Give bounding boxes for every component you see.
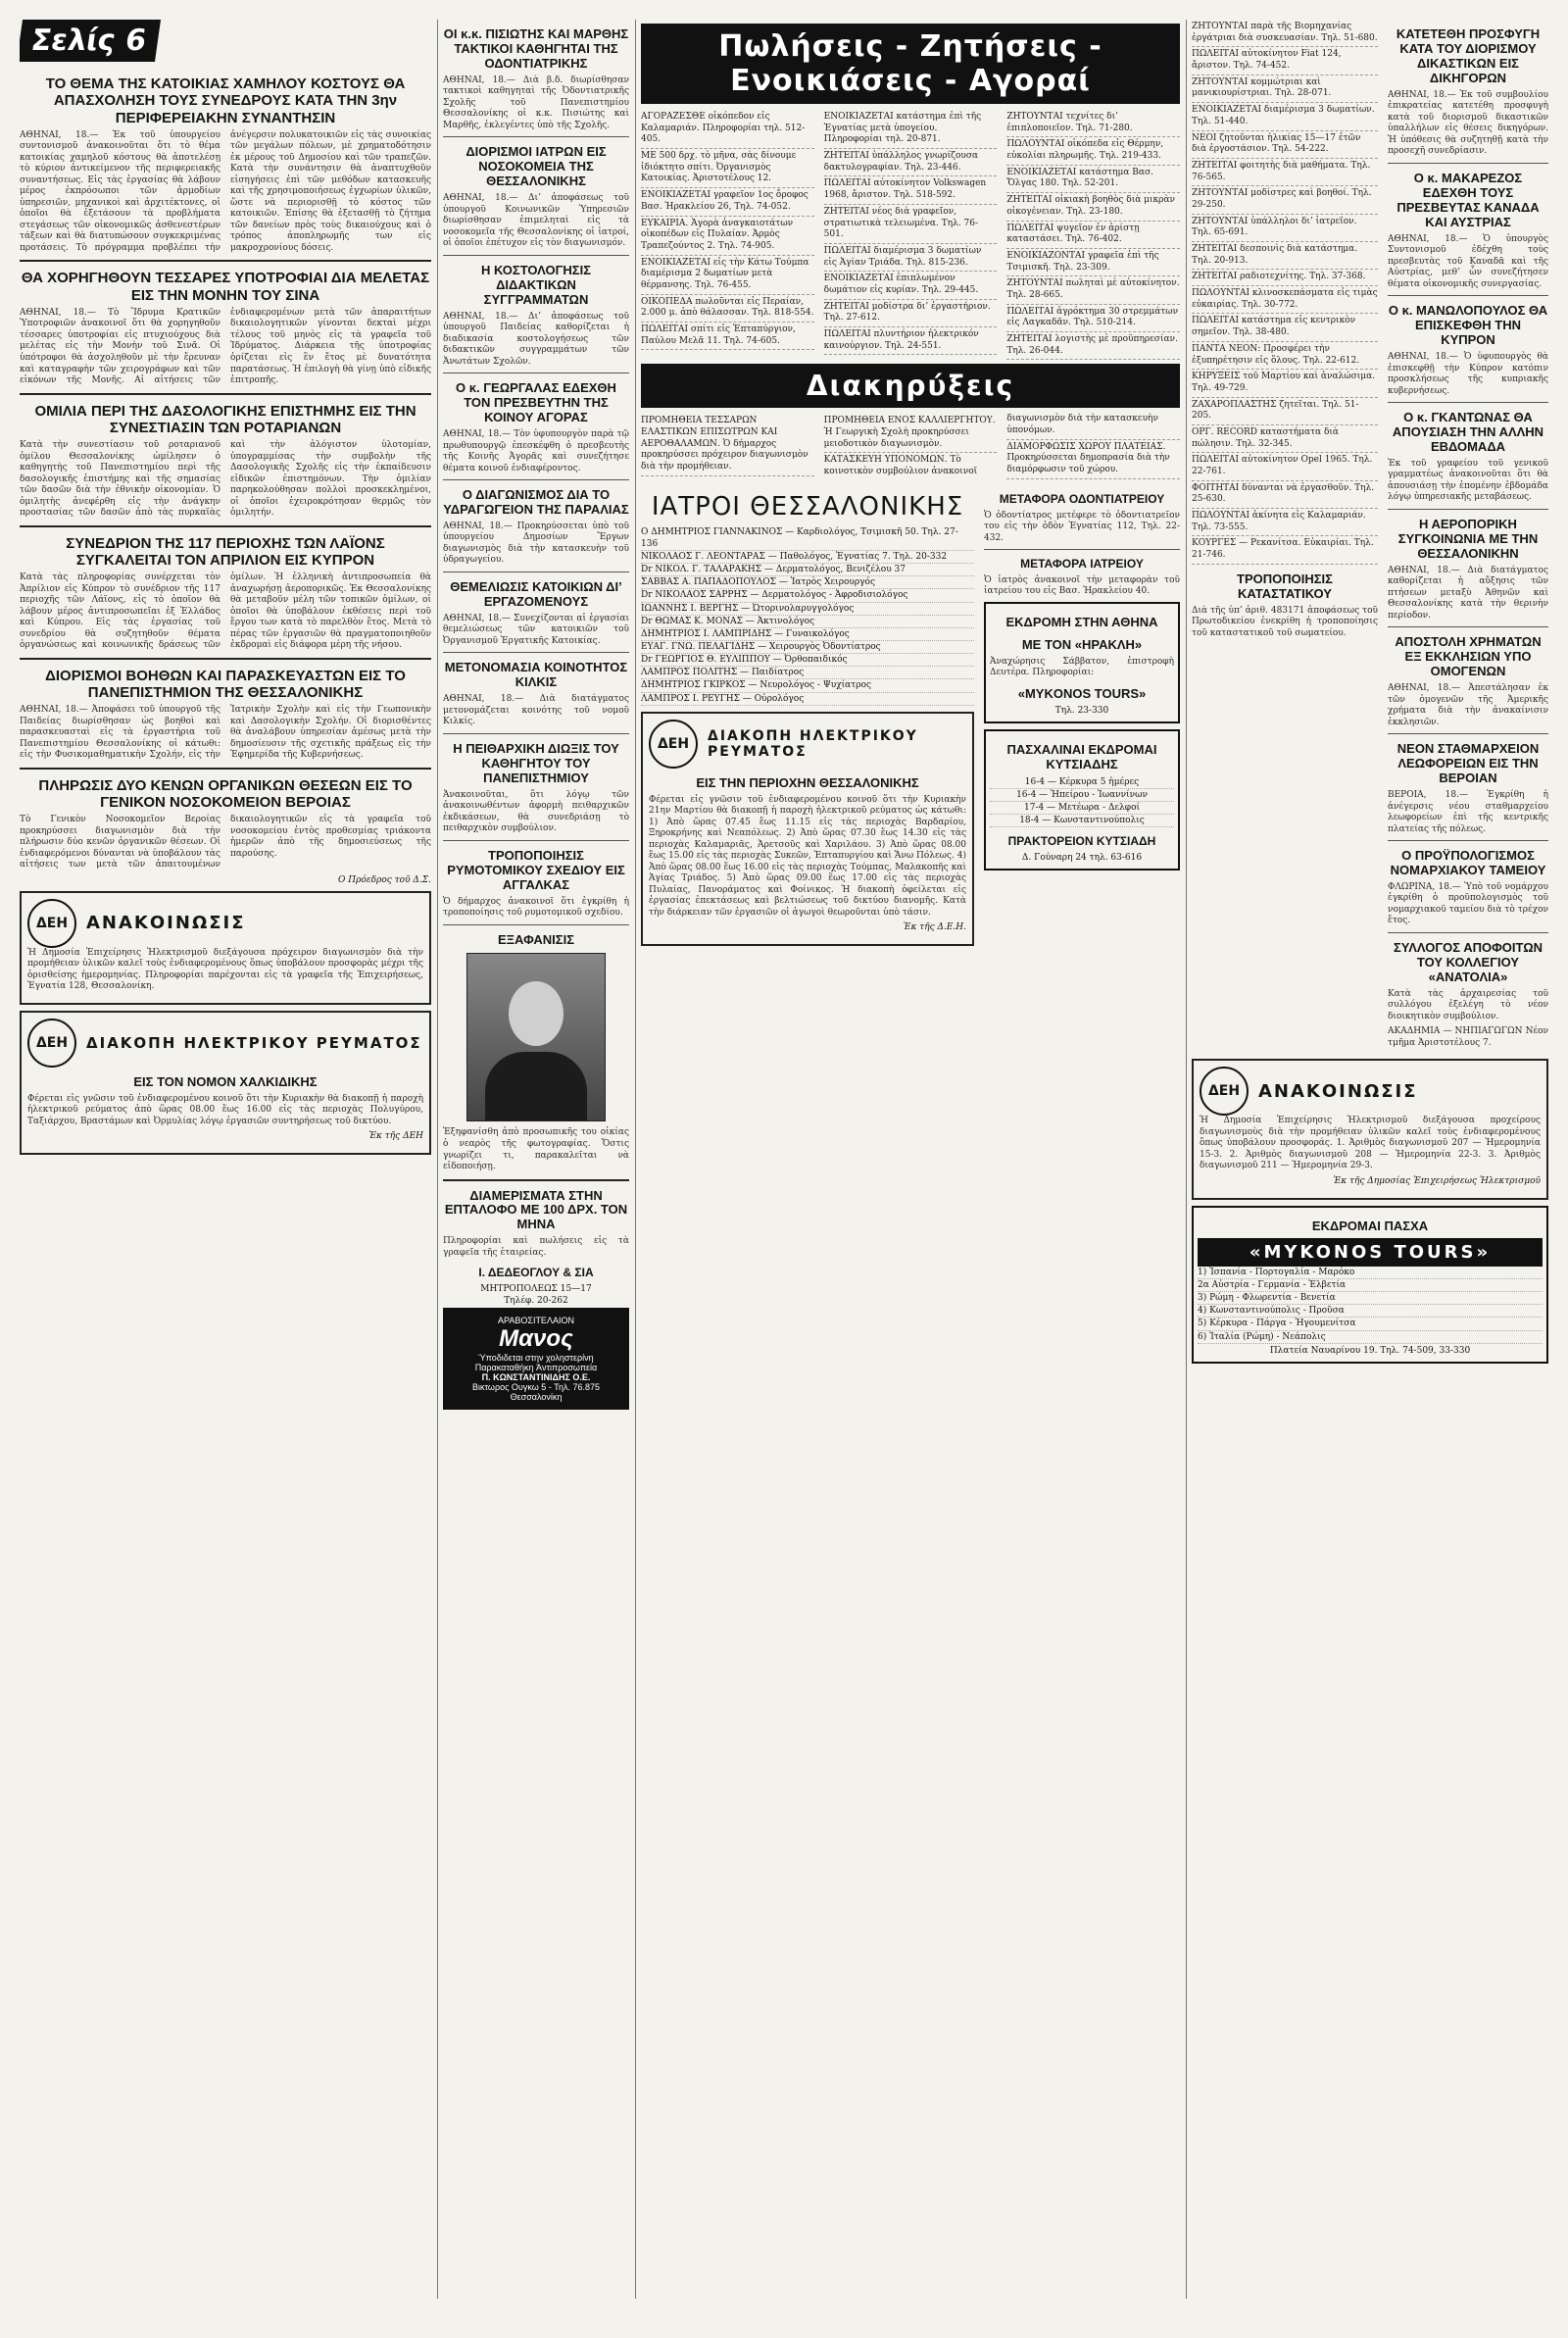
article-title: Ο κ. ΜΑΝΩΛΟΠΟΥΛΟΣ ΘΑ ΕΠΙΣΚΕΦΘΗ ΤΗΝ ΚΥΠΡΟΝ bbox=[1388, 303, 1548, 348]
article-title: ΘΕΜΕΛΙΩΣΙΣ ΚΑΤΟΙΚΙΩΝ ΔΙ’ ΕΡΓΑΖΟΜΕΝΟΥΣ bbox=[450, 578, 622, 609]
tour-item: 17-4 — Μετέωρα - Δελφοί bbox=[990, 802, 1174, 815]
athens-tour-ad bbox=[984, 602, 1180, 723]
apartments-firm: Ι. ΔΕΔΕΟΓΛΟΥ & ΣΙΑ bbox=[478, 1266, 594, 1280]
article-title: Ο κ. ΓΚΑΝΤΩΝΑΣ ΘΑ ΑΠΟΥΣΙΑΣΗ ΤΗΝ ΑΛΛΗΝ ΕΒΔΟΜΑΔΑ bbox=[1392, 410, 1544, 454]
classified-ad: ΠΩΛΟΥΝΤΑΙ ἀκίνητα εἰς Καλαμαριάν. Τηλ. 73-555. bbox=[1192, 509, 1378, 536]
article-body: ΑΘΗΝΑΙ, 18.— Συνεχίζονται αἱ ἐργασίαι θεμελιώσεως τῶν κατοικιῶν τοῦ Ὀργανισμοῦ Ἐργατικῆς Κατοικίας. bbox=[443, 613, 629, 646]
classifieds-banner: Πωλήσεις - Ζητήσεις - Ενοικιάσεις - Αγοραί bbox=[641, 24, 1180, 104]
article-housing bbox=[20, 75, 431, 254]
article-body: ΑΘΗΝΑΙ, 18.— Ὁ ὑφυπουργὸς θὰ ἐπισκεφθῇ τὴν Κύπρον κατόπιν προσκλήσεως τῆς κυπριακῆς κυβερνήσεως. bbox=[1388, 351, 1548, 396]
tour-list bbox=[1198, 1267, 1543, 1344]
doctor-listing: ΔΗΜΗΤΡΙΟΣ ΓΚΙΡΚΟΣ — Νευρολόγος - Ψυχίατρος bbox=[641, 679, 974, 692]
article-title: ΝΕΟΝ ΣΤΑΘΜΑΡΧΕΙΟΝ ΛΕΩΦΟΡΕΙΩΝ ΕΙΣ ΤΗΝ ΒΕΡΟΙΑΝ bbox=[1396, 741, 1540, 786]
divider bbox=[443, 840, 629, 841]
classified-ad: ΜΕ 500 δρχ. τὸ μῆνα, σὰς δίνουμε ἰδιόκτητο σπίτι. Ὀργανισμὸς Κατοικίας. Ἀριστοτέλους 12. bbox=[641, 149, 814, 188]
box-signature: Ἐκ τῆς Δημοσίας Ἐπιχειρήσεως Ἠλεκτρισμοῦ bbox=[1333, 1175, 1541, 1186]
article-lions bbox=[20, 535, 431, 652]
doctor-listing: ΝΙΚΟΛΑΟΣ Γ. ΛΕΟΝΤΑΡΑΣ — Παθολόγος, Ἐγνατίας 7. Τηλ. 20-332 bbox=[641, 551, 974, 564]
tour-item: 4) Κωνσταντινούπολις - Προῦσα bbox=[1198, 1305, 1543, 1318]
box-subtitle: ΕΙΣ ΤΟΝ ΝΟΜΟΝ ΧΑΛΚΙΔΙΚΗΣ bbox=[133, 1073, 318, 1089]
tenders-banner: Διακηρύξεις bbox=[641, 364, 1180, 408]
article-hospital bbox=[20, 777, 431, 885]
article-body: ΑΘΗΝΑΙ, 18.— Δι’ ἀποφάσεως τοῦ ὑπουργοῦ Κοινωνικῶν Ὑπηρεσιῶν διωρίσθησαν ἐπιμεληταὶ εἰς τὰ νοσοκομεῖα τῆς Θεσσαλονίκης οἱ ἰατροί, οἱ ὁποῖοι ἐπέτυχον εἰς τὸν διαγωνισμόν. bbox=[443, 193, 629, 249]
corn-oil-advertisement bbox=[443, 1308, 629, 1410]
deh-announcement-box bbox=[20, 891, 431, 1005]
deh-logo-icon: ΔΕΗ bbox=[27, 1019, 76, 1068]
deh-logo-icon: ΔΕΗ bbox=[1200, 1067, 1249, 1116]
article-title: ΣΥΝΕΔΡΙΟΝ ΤΗΣ 117 ΠΕΡΙΟΧΗΣ ΤΩΝ ΛΑΪΟΝΣ ΣΥΓΚΑΛΕΙΤΑΙ ΤΟΝ ΑΠΡΙΛΙΟΝ ΕΙΣ ΚΥΠΡΟΝ bbox=[66, 534, 385, 569]
box-body: Φέρεται εἰς γνῶσιν τοῦ ἐνδιαφερομένου κοινοῦ ὅτι τὴν Κυριακὴν θὰ διακοπῇ ἡ παροχὴ ἠλεκτρικοῦ ρεύματος ἀπὸ ὥρας 08.00 ἕως 16.00 εἰς τὰς περιοχὰς Πολυγύρου, Ταξιάρχου, Βραστάμων καὶ Ὀρμυλίας λόγῳ ἐργασιῶν συντηρήσεως τοῦ δικτύου. bbox=[27, 1093, 423, 1126]
travel-section bbox=[984, 485, 1180, 952]
article-forestry bbox=[20, 403, 431, 520]
article-body: Κατὰ τὴν συνεστίασιν τοῦ ροταριανοῦ ὁμίλου Θεσσαλονίκης ὡμίλησεν ὁ καθηγητὴς τοῦ Πανεπιστημίου περὶ τῆς δασολογικῆς ἐπιστήμης καὶ τῆς σημασίας τῶν δασῶν διὰ τὴν ἐθνικὴν οἰκονομίαν. Ὁ ὁμιλητὴς ἀνεφέρθη εἰς τὴν ἀνάγκην προστασίας τῶν δασῶν ἀπὸ τὰς πυρκαϊὰς καὶ τὴν ἀλόγιστον ὑλοτομίαν, ὑπογραμμίσας τὴν συμβολὴν τῆς Δασολογικῆς Σχολῆς εἰς τὴν ἐκπαίδευσιν εἰδικῶν ἐπιστημόνων. Τὴν ὁμιλίαν παρηκολούθησαν πολλοὶ προσκεκλημένοι, οἱ ὁποῖοι ἐχειροκρότησαν θερμῶς τὸν ὁμιλητήν. bbox=[20, 440, 431, 519]
tour-firm: ΠΡΑΚΤΟΡΕΙΟΝ ΚΥΤΣΙΑΔΗ bbox=[1007, 834, 1156, 849]
tour-address: Δ. Γούναρη 24 τηλ. 63-616 bbox=[1021, 853, 1143, 864]
article-title: ΤΡΟΠΟΠΟΙΗΣΙΣ ΡΥΜΟΤΟΜΙΚΟΥ ΣΧΕΔΙΟΥ ΕΙΣ ΑΓΓΑΛΚΑΣ bbox=[447, 847, 625, 892]
classified-ad: ΕΝΟΙΚΙΑΖΕΤΑΙ γραφεῖον 1ος ὄροφος Βασ. Ἡρακλείου 26, Τηλ. 74-052. bbox=[641, 188, 814, 216]
article-title: Ο κ. ΓΕΩΡΓΑΛΑΣ ΕΔΕΧΘΗ ΤΟΝ ΠΡΕΣΒΕΥΤΗΝ ΤΗΣ ΚΟΙΝΟΥ ΑΓΟΡΑΣ bbox=[456, 380, 616, 425]
article-title: Ο κ. ΜΑΚΑΡΕΖΟΣ ΕΔΕΧΘΗ ΤΟΥΣ ΠΡΕΣΒΕΥΤΑΣ ΚΑΝΑΔΑ ΚΑΙ ΑΥΣΤΡΙΑΣ bbox=[1396, 170, 1540, 229]
tour-item: 1) Ἰσπανία - Πορτογαλία - Μαρόκο bbox=[1198, 1267, 1543, 1279]
easter-excursions-ad bbox=[1192, 1206, 1548, 1364]
article-title: Ο ΠΡΟΫΠΟΛΟΓΙΣΜΟΣ ΝΟΜΑΡΧΙΑΚΟΥ ΤΑΜΕΙΟΥ bbox=[1390, 848, 1546, 877]
divider bbox=[443, 652, 629, 653]
ad-top: ΑΡΑΒΟΣΙΤΕΛΑΙΟΝ bbox=[498, 1316, 574, 1326]
divider bbox=[1388, 402, 1548, 403]
tour-subtitle: ΜΕ ΤΟΝ «ΗΡΑΚΛΗ» bbox=[1021, 636, 1143, 652]
column-4-ads bbox=[1192, 20, 1378, 1053]
classified-ad: ΖΗΤΟΥΝΤΑΙ τεχνίτες δι’ ἐπιπλοποιεῖον. Τηλ. 71-280. bbox=[1006, 110, 1180, 137]
article-appointments bbox=[20, 668, 431, 762]
doctors-list bbox=[641, 526, 974, 706]
classified-ad: ΖΗΤΕΙΤΑΙ οἰκιακὴ βοηθὸς διὰ μικρὰν οἰκογένειαν. Τηλ. 23-180. bbox=[1006, 193, 1180, 221]
ad-line: Ὑποδιδεται στην χοληστερίνη bbox=[478, 1353, 594, 1364]
easter-tour-ad bbox=[984, 729, 1180, 871]
divider bbox=[20, 768, 431, 770]
relocation-body: Ὁ ἰατρὸς ἀνακοινοῖ τὴν μεταφορὰν τοῦ ἰατρείου του εἰς Βασ. Ἡρακλείου 40. bbox=[984, 574, 1180, 597]
divider bbox=[1388, 626, 1548, 627]
doctor-listing: Dr ΓΕΩΡΓΙΟΣ Θ. ΕΥΛΙΠΠΟΥ — Ὀρθοπαιδικός bbox=[641, 654, 974, 667]
ad-brand: Μανος bbox=[499, 1325, 573, 1353]
tour-title: ΕΚΔΡΟΜΗ ΣΤΗΝ ΑΘΗΝΑ bbox=[1005, 614, 1158, 629]
article-body: Κατὰ τὰς πληροφορίας συνέρχεται τὸν Ἀπρίλιον εἰς Κύπρον τὸ συνέδριον τῆς 117 περιοχῆς τῶν Λάϊονς, εἰς τὸ ὁποῖον θὰ λάβουν μέρος ἀντιπροσωπεῖαι ἐξ Ἑλλάδος καὶ Κύπρου. Εἰς τὰς ἐργασίας τοῦ συνεδρίου θὰ συζητηθοῦν θέματα ὀργανώσεως καὶ κοινωνικῆς δράσεως τῶν ὁμίλων. Ἡ ἑλληνικὴ ἀντιπροσωπεία θὰ ἀναχωρήσῃ ἀεροπορικῶς. Ἐκ Θεσσαλονίκης θὰ μεταβοῦν μέλη τῶν τοπικῶν ὁμίλων, οἱ ὁποῖοι θὰ ὑποβάλουν ἐκθέσεις περὶ τοῦ ἔργου των κατὰ τὸ παρελθὸν ἔτος. Μετὰ τὸ πέρας τῶν ἐργασιῶν θὰ πραγματοποιηθοῦν ἐκδρομαὶ εἰς διάφορα μέρη τῆς νήσου. bbox=[20, 572, 431, 651]
column-4-news bbox=[1388, 20, 1548, 1053]
article-title: ΚΑΤΕΤΕΘΗ ΠΡΟΣΦΥΓΗ ΚΑΤΑ ΤΟΥ ΔΙΟΡΙΣΜΟΥ ΔΙΚΑΣΤΙΚΩΝ ΕΙΣ ΔΙΚΗΓΟΡΩΝ bbox=[1396, 26, 1541, 85]
classified-ad: ΖΗΤΟΥΝΤΑΙ κομμώτριαι καὶ μανικιουρίστριαι. Τηλ. 28-071. bbox=[1192, 75, 1378, 103]
relocation-title: ΜΕΤΑΦΟΡΑ ΟΔΟΝΤΙΑΤΡΕΙΟΥ bbox=[999, 491, 1165, 506]
relocation-title: ΜΕΤΑΦΟΡΑ ΙΑΤΡΕΙΟΥ bbox=[1020, 557, 1144, 572]
article-body: ΑΚΑΔΗΜΙΑ — ΝΗΠΙΑΓΩΓΩΝ Νέον τμῆμα Ἀριστοτέλους 7. bbox=[1388, 1026, 1548, 1048]
divider bbox=[1388, 509, 1548, 510]
article-body: ΒΕΡΟΙΑ, 18.— Ἐγκρίθη ἡ ἀνέγερσις νέου σταθμαρχείου λεωφορείων ἐπὶ τῆς κεντρικῆς πλατείας τῆς πόλεως. bbox=[1388, 790, 1548, 834]
column-rule bbox=[437, 20, 438, 2299]
article-body: ΑΘΗΝΑΙ, 18.— Τὸν ὑφυπουργὸν παρὰ τῷ πρωθυπουργῷ ἐπεσκέφθη ὁ πρεσβευτὴς τῆς Κοινῆς Ἀγορᾶς καὶ συνεζήτησε θέματα κοινοῦ ἐνδιαφέροντος. bbox=[443, 428, 629, 473]
tour-item: 2α Αὐστρία - Γερμανία - Ἑλβετία bbox=[1198, 1279, 1543, 1292]
tour-title: ΕΚΔΡΟΜΑΙ ΠΑΣΧΑ bbox=[1311, 1218, 1429, 1233]
article-title: ΤΟ ΘΕΜΑ ΤΗΣ ΚΑΤΟΙΚΙΑΣ ΧΑΜΗΛΟΥ ΚΟΣΤΟΥΣ ΘΑ ΑΠΑΣΧΟΛΗΣΗ ΤΟΥΣ ΣΥΝΕΔΡΟΥΣ ΚΑΤΑ ΤΗΝ 3ην ΠΕΡΙΦΕΡΕΙΑΚΗΝ ΣΥΝΑΝΤΗΣΙΝ bbox=[45, 75, 406, 126]
box-title: ΑΝΑΚΟΙΝΩΣΙΣ bbox=[1258, 1080, 1418, 1102]
box-body: Ἡ Δημοσία Ἐπιχείρησις Ἠλεκτρισμοῦ διεξάγουσα πρόχειρον διαγωνισμὸν διὰ τὴν προμήθειαν ὑλικῶν καλεῖ τοὺς ἐνδιαφερομένους ὅπως ὑποβάλουν προσφορὰς μέχρι τῆς ὁρισθείσης ἡμερομηνίας. Πληροφορίαι παρέχονται εἰς τὰ γραφεῖα τῆς Ἐπιχειρήσεως, Ἐγνατία 128, Θεσσαλονίκη. bbox=[27, 947, 423, 992]
tour-agency: «MYKONOS TOURS» bbox=[1017, 685, 1147, 701]
divider bbox=[1388, 295, 1548, 296]
portrait-head bbox=[509, 981, 564, 1046]
article-sinai bbox=[20, 270, 431, 386]
divider bbox=[443, 255, 629, 256]
article-body: Τὸ Γενικὸν Νοσοκομεῖον Βεροίας προκηρύσσει διαγωνισμὸν διὰ τὴν πλήρωσιν δύο κενῶν ὀργανικῶν θέσεων. Οἱ ἐνδιαφερόμενοι δύνανται νὰ ὑποβάλουν τὰς αἰτήσεις των μετὰ τῶν ἀπαιτουμένων δικαιολογητικῶν εἰς τὰ γραφεῖα τοῦ νοσοκομείου ἐντὸς προθεσμίας τριάκοντα ἡμερῶν ἀπὸ τῆς δημοσιεύσεως τῆς παρούσης. bbox=[20, 815, 431, 871]
classified-ad: ΕΝΟΙΚΙΑΖΕΤΑΙ διαμέρισμα 3 δωματίων. Τηλ. 51-440. bbox=[1192, 103, 1378, 130]
article-title: Η ΠΕΙΘΑΡΧΙΚΗ ΔΙΩΞΙΣ ΤΟΥ ΚΑΘΗΓΗΤΟΥ ΤΟΥ ΠΑΝΕΠΙΣΤΗΜΙΟΥ bbox=[453, 740, 619, 785]
divider bbox=[443, 1179, 629, 1181]
tour-body: Ἀναχώρησις Σάββατον, ἐπιστροφὴ Δευτέρα. Πληροφορίαι: bbox=[990, 656, 1174, 678]
tour-item: 6) Ἰταλία (Ρώμη) - Νεάπολις bbox=[1198, 1331, 1543, 1344]
classified-ad: ΠΩΛΟΥΝΤΑΙ κλινοσκεπάσματα εἰς τιμὰς εὐκαιρίας. Τηλ. 30-772. bbox=[1192, 286, 1378, 314]
classified-ad: ΠΩΛΕΙΤΑΙ αὐτοκίνητον Fiat 124, ἄριστον. Τηλ. 74-452. bbox=[1192, 47, 1378, 75]
box-subtitle: ΕΙΣ ΤΗΝ ΠΕΡΙΟΧΗΝ ΘΕΣΣΑΛΟΝΙΚΗΣ bbox=[696, 774, 919, 790]
article-title: ΔΙΟΡΙΣΜΟΙ ΙΑΤΡΩΝ ΕΙΣ ΝΟΣΟΚΟΜΕΙΑ ΤΗΣ ΘΕΣΣΑΛΟΝΙΚΗΣ bbox=[466, 144, 607, 189]
ad-line: Π. ΚΩΝΣΤΑΝΤΙΝΙΔΗΣ Ο.Ε. bbox=[481, 1372, 591, 1383]
classified-ad: ΚΗΡΥΞΕΙΣ τοῦ Μαρτίου καὶ ἀναλώσιμα. Τηλ. 49-729. bbox=[1192, 370, 1378, 397]
classified-ad: ΟΙΚΟΠΕΔΑ πωλοῦνται εἰς Περαίαν, 2.000 μ. ἀπὸ θάλασσαν. Τηλ. 818-554. bbox=[641, 295, 814, 323]
classified-ad: ΖΗΤΕΙΤΑΙ δεσποινὶς διὰ κατάστημα. Τηλ. 20-913. bbox=[1192, 242, 1378, 270]
classified-ad: ΕΝΟΙΚΙΑΖΕΤΑΙ κατάστημα Βασ. Ὄλγας 180. Τηλ. 52-201. bbox=[1006, 166, 1180, 193]
box-title: ΔΙΑΚΟΠΗ ΗΛΕΚΤΡΙΚΟΥ ΡΕΥΜΑΤΟΣ bbox=[708, 727, 918, 760]
box-signature: Ἐκ τῆς Δ.Ε.Η. bbox=[903, 922, 966, 933]
classified-ad: ΠΩΛΕΙΤΑΙ πλυντήριον ἠλεκτρικόν καινούργιον. Τηλ. 24-551. bbox=[824, 327, 998, 355]
newspaper-page bbox=[20, 20, 1548, 2299]
deh-announcement-box bbox=[1192, 1059, 1548, 1200]
classified-ad: ΕΥΚΑΙΡΙΑ. Ἀγορὰ ἀναγκαιοτάτων οἰκοπέδων εἰς Πυλαίαν. Ἀρμὸς Τραπεζούντος 2. Τηλ. 74-905. bbox=[641, 217, 814, 256]
portrait-photo bbox=[466, 953, 606, 1121]
portrait-torso bbox=[485, 1052, 587, 1120]
article-body: ΑΘΗΝΑΙ, 18.— Ἀπεστάλησαν ἐκ τῶν ὁμογενῶν τῆς Ἀμερικῆς χρήματα διὰ τὴν ἀνακαίνισιν ἐκκλησιῶν. bbox=[1388, 683, 1548, 727]
doctors-section bbox=[641, 485, 974, 952]
divider bbox=[443, 136, 629, 137]
ad-line: Παρακαταθήκη Ἀντιπροσωπεία bbox=[474, 1363, 598, 1373]
classified-ads bbox=[1192, 20, 1378, 565]
article-title: Η ΚΟΣΤΟΛΟΓΗΣΙΣ ΔΙΔΑΚΤΙΚΩΝ ΣΥΓΓΡΑΜΜΑΤΩΝ bbox=[480, 262, 592, 307]
photo-caption: Ἐξηφανίσθη ἀπὸ προσωπικῆς του οἰκίας ὁ νεαρὸς τῆς φωτογραφίας. Ὅστις γνωρίζει τι, παρακαλεῖται νὰ εἰδοποιήσῃ. bbox=[443, 1127, 629, 1172]
article-body: ΦΛΩΡΙΝΑ, 18.— Ὑπὸ τοῦ νομάρχου ἐγκρίθη ὁ προϋπολογισμὸς τοῦ νομαρχιακοῦ ταμείου διὰ τὸ τρέχον ἔτος. bbox=[1388, 881, 1548, 926]
deh-logo-icon: ΔΕΗ bbox=[27, 899, 76, 948]
power-cut-box bbox=[20, 1011, 431, 1155]
classified-ad: ΠΩΛΕΙΤΑΙ ψυγεῖον ἐν ἀρίστῃ καταστάσει. Τηλ. 76-402. bbox=[1006, 222, 1180, 249]
divider bbox=[1388, 932, 1548, 933]
article-body: Διὰ τῆς ὑπ’ ἀριθ. 483171 ἀποφάσεως τοῦ Πρωτοδικείου ἐνεκρίθη ἡ τροποποίησις τοῦ καταστατικοῦ τοῦ σωματείου. bbox=[1192, 605, 1378, 638]
classified-ad: ΚΟΥΡΓΕΣ — Ρεκανίτσα. Εὐκαιρίαι. Τηλ. 21-746. bbox=[1192, 536, 1378, 564]
divider bbox=[1388, 733, 1548, 734]
tender-item: ΔΙΑΜΟΡΦΩΣΙΣ ΧΩΡΟΥ ΠΛΑΤΕΙΑΣ. Προκηρύσσεται δημοπρασία διὰ τὴν διαμόρφωσιν τοῦ χώρου. bbox=[1006, 440, 1180, 479]
ad-line: Θεσσαλονίκη bbox=[510, 1392, 563, 1403]
apartments-address: ΜΗΤΡΟΠΟΛΕΩΣ 15—17 bbox=[480, 1284, 592, 1295]
classified-ad: ΠΩΛΕΙΤΑΙ ἀγρόκτημα 30 στρεμμάτων εἰς Λαγκαδᾶν. Τηλ. 510-214. bbox=[1006, 305, 1180, 332]
divider bbox=[1388, 840, 1548, 841]
divider bbox=[443, 479, 629, 480]
tour-item: 5) Κέρκυρα - Πάργα - Ἠγουμενίτσα bbox=[1198, 1318, 1543, 1330]
tour-item: 18-4 — Κωνσταντινούπολις bbox=[990, 815, 1174, 827]
doctor-listing: ΙΩΑΝΝΗΣ Ι. ΒΕΡΓΗΣ — Ὠτορινολαρυγγολόγος bbox=[641, 603, 974, 616]
classified-ad: ΖΑΧΑΡΟΠΛΑΣΤΗΣ ζητεῖται. Τηλ. 51-205. bbox=[1192, 398, 1378, 425]
doctor-listing: ΔΗΜΗΤΡΙΟΣ Ι. ΛΑΜΠΡΙΔΗΣ — Γυναικολόγος bbox=[641, 628, 974, 641]
divider bbox=[20, 260, 431, 262]
article-title: ΔΙΟΡΙΣΜΟΙ ΒΟΗΘΩΝ ΚΑΙ ΠΑΡΑΣΚΕΥΑΣΤΩΝ ΕΙΣ ΤΟ ΠΑΝΕΠΙΣΤΗΜΙΟΝ ΤΗΣ ΘΕΣΣΑΛΟΝΙΚΗΣ bbox=[45, 667, 406, 701]
doctors-and-travel bbox=[641, 485, 1180, 952]
box-title: ΔΙΑΚΟΠΗ ΗΛΕΚΤΡΙΚΟΥ ΡΕΥΜΑΤΟΣ bbox=[86, 1033, 422, 1052]
doctors-title: ΙΑΤΡΟΙ ΘΕΣΣΑΛΟΝΙΚΗΣ bbox=[651, 491, 964, 522]
apartments-body: Πληροφορίαι καὶ πωλήσεις εἰς τὰ γραφεῖα τῆς ἑταιρείας. bbox=[443, 1236, 629, 1258]
power-cut-box bbox=[641, 712, 974, 947]
classified-ad: ΖΗΤΟΥΝΤΑΙ πωληταὶ μὲ αὐτοκίνητον. Τηλ. 28-665. bbox=[1006, 276, 1180, 304]
divider bbox=[20, 658, 431, 660]
classified-ad: ΖΗΤΟΥΝΤΑΙ μοδίστρες καὶ βοηθοί. Τηλ. 29-250. bbox=[1192, 186, 1378, 214]
doctor-listing: Dr ΝΙΚΟΛ. Γ. ΤΑΛΑΡΑΚΗΣ — Δερματολόγος, Βενιζέλου 37 bbox=[641, 564, 974, 576]
doctor-listing: ΣΑΒΒΑΣ Α. ΠΑΠΑΔΟΠΟΥΛΟΣ — Ἰατρὸς Χειρουργός bbox=[641, 576, 974, 589]
tour-agency: «MYKONOS TOURS» bbox=[1198, 1238, 1543, 1267]
box-signature: Ἐκ τῆς ΔΕΗ bbox=[368, 1131, 423, 1142]
tour-phone: Τηλ. 23-330 bbox=[1054, 705, 1109, 716]
article-body: ΑΘΗΝΑΙ, 18.— Διὰ β.δ. διωρίσθησαν τακτικοὶ καθηγηταὶ τῆς Ὀδοντιατρικῆς Σχολῆς τοῦ Πανεπιστημίου Θεσσαλονίκης οἱ κ.κ. Πισιώτης καὶ Μαρθῆς, ἐκλεγέντες ὑπὸ τῆς Σχολῆς. bbox=[443, 75, 629, 130]
column-rule bbox=[635, 20, 636, 2299]
column-rule bbox=[1186, 20, 1187, 2299]
box-title: ΑΝΑΚΟΙΝΩΣΙΣ bbox=[86, 913, 246, 934]
doctor-listing: ΛΑΜΠΡΟΣ Ι. ΡΕΥΓΗΣ — Οὐρολόγος bbox=[641, 693, 974, 706]
box-body: Ἡ Δημοσία Ἐπιχείρησις Ἠλεκτρισμοῦ διεξάγουσα προχείρους διαγωνισμοὺς διὰ τὴν προμήθειαν ὑλικῶν καλεῖ τοὺς ἐνδιαφερομένους ὅπως ὑποβάλουν προσφοράς. 1. Ἀριθμὸς διαγωνισμοῦ 207 — Ἡμερομηνία 15-3. 2. Ἀριθμὸς διαγωνισμοῦ 208 — Ἡμερομηνία 22-3. 3. Ἀριθμὸς διαγωνισμοῦ 211 — Ἡμερομηνία 29-3. bbox=[1200, 1116, 1541, 1171]
doctor-listing: Dr ΘΩΜΑΣ Κ. ΜΟΝΑΣ — Ἀκτινολόγος bbox=[641, 616, 974, 628]
classified-ad: ΝΕΟΙ ζητοῦνται ἡλικίας 15—17 ἐτῶν διὰ ἐργοστάσιον. Τηλ. 54-222. bbox=[1192, 131, 1378, 159]
article-body: ΑΘΗΝΑΙ, 18.— Διὰ διατάγματος καθορίζεται ἡ αὔξησις τῶν πτήσεων μεταξὺ Ἀθηνῶν καὶ Θεσσαλονίκης κατὰ τὴν θερινὴν περίοδον. bbox=[1388, 565, 1548, 621]
article-body: Ὁ δήμαρχος ἀνακοινοῖ ὅτι ἐγκρίθη ἡ τροποποίησις τοῦ ρυμοτομικοῦ σχεδίου. bbox=[443, 896, 629, 919]
article-signature: Ο Πρόεδρος τοῦ Δ.Σ. bbox=[338, 874, 431, 885]
classified-ad: ΠΩΛΟΥΝΤΑΙ οἰκόπεδα εἰς Θέρμην, εὐκολίαι πληρωμῆς. Τηλ. 219-433. bbox=[1006, 137, 1180, 165]
column-1 bbox=[20, 20, 431, 2299]
classified-ad: ΠΩΛΕΙΤΑΙ αὐτοκίνητον Opel 1965. Τηλ. 22-761. bbox=[1192, 453, 1378, 480]
classified-ad: ΖΗΤΟΥΝΤΑΙ ὑπάλληλοι δι’ ἰατρεῖον. Τηλ. 65-691. bbox=[1192, 215, 1378, 242]
deh-logo-icon: ΔΕΗ bbox=[649, 720, 698, 769]
tour-item: 16-4 — Κέρκυρα 5 ἡμέρες bbox=[990, 776, 1174, 789]
classified-ad: ΕΝΟΙΚΙΑΖΕΤΑΙ ἐπιπλωμένον δωμάτιον εἰς κυρίαν. Τηλ. 29-445. bbox=[824, 272, 998, 299]
classified-ad: ΖΗΤΟΥΝΤΑΙ παρὰ τῆς Βιομηχανίας ἐργάτριαι διὰ συσκευασίαν. Τηλ. 51-680. bbox=[1192, 20, 1378, 47]
article-body: ΑΘΗΝΑΙ, 18.— Ὁ ὑπουργὸς Συντονισμοῦ ἐδέχθη τοὺς πρεσβευτὰς τοῦ Καναδᾶ καὶ τῆς Αὐστρίας, μεθ’ ὧν συνεζήτησεν θέματα οἰκονομικῆς συνεργασίας. bbox=[1388, 233, 1548, 289]
missing-person-title: ΕΞΑΦΑΝΙΣΙΣ bbox=[498, 931, 574, 947]
page-label: Σελίς 6 bbox=[20, 20, 161, 62]
divider bbox=[443, 924, 629, 925]
doctor-listing: Dr ΝΙΚΟΛΑΟΣ ΣΑΡΡΗΣ — Δερματολόγος - Ἀφροδισιολόγος bbox=[641, 589, 974, 602]
article-body: Ἐκ τοῦ γραφείου τοῦ γενικοῦ γραμματέως ἀνακοινοῦται ὅτι θὰ ἀπουσιάσῃ τὴν ἑπομένην ἑβδομάδα λόγῳ ὑπηρεσιακῆς μεταβάσεως. bbox=[1388, 458, 1548, 503]
relocation-body: Ὁ ὀδοντίατρος μετέφερε τὸ ὀδοντιατρεῖον του εἰς τὴν ὁδὸν Ἐγνατίας 112, Τηλ. 22-432. bbox=[984, 510, 1180, 543]
tour-title: ΠΑΣΧΑΛΙΝΑΙ ΕΚΔΡΟΜΑΙ ΚΥΤΣΙΑΔΗΣ bbox=[1006, 741, 1157, 771]
divider bbox=[443, 733, 629, 734]
classified-ad: ΖΗΤΕΙΤΑΙ λογιστὴς μὲ προϋπηρεσίαν. Τηλ. 26-044. bbox=[1006, 332, 1180, 360]
classified-ad: ΖΗΤΕΙΤΑΙ ραδιοτεχνίτης. Τηλ. 37-368. bbox=[1192, 270, 1378, 286]
apartments-title: ΔΙΑΜΕΡΙΣΜΑΤΑ ΣΤΗΝ ΕΠΤΑΛΟΦΟ ΜΕ 100 ΔΡΧ. ΤΟΝ ΜΗΝΑ bbox=[444, 1187, 628, 1232]
article-body: Κατὰ τὰς ἀρχαιρεσίας τοῦ συλλόγου ἐξελέγη τὸ νέον διοικητικὸν συμβούλιον. bbox=[1388, 988, 1548, 1021]
article-title: ΑΠΟΣΤΟΛΗ ΧΡΗΜΑΤΩΝ ΕΞ ΕΚΚΛΗΣΙΩΝ ΥΠΟ ΟΜΟΓΕΝΩΝ bbox=[1395, 634, 1542, 679]
article-title: ΘΑ ΧΟΡΗΓΗΘΟΥΝ ΤΕΣΣΑΡΕΣ ΥΠΟΤΡΟΦΙΑΙ ΔΙΑ ΜΕΛΕΤΑΣ ΕΙΣ ΤΗΝ ΜΟΝΗΝ ΤΟΥ ΣΙΝΑ bbox=[21, 270, 430, 304]
classified-ad: ΠΩΛΕΙΤΑΙ κατάστημα εἰς κεντρικὸν σημεῖον. Τηλ. 38-480. bbox=[1192, 314, 1378, 341]
article-body: ΑΘΗΝΑΙ, 18.— Διὰ διατάγματος μετονομάζεται κοινότης τοῦ νομοῦ Κιλκίς. bbox=[443, 694, 629, 727]
column-4-top bbox=[1192, 20, 1548, 1053]
article-body: ΑΘΗΝΑΙ, 18.— Ἐκ τοῦ συμβουλίου ἐπικρατείας κατετέθη προσφυγὴ κατὰ τοῦ διορισμοῦ δικαστικῶν ὑπαλλήλων εἰς θέσεις δικηγόρων. Ἡ ὑπόθεσις θὰ συζητηθῇ κατὰ τὴν προσεχῆ συνεδρίασιν. bbox=[1388, 89, 1548, 157]
article-title: ΤΡΟΠΟΠΟΙΗΣΙΣ ΚΑΤΑΣΤΑΤΙΚΟΥ bbox=[1237, 571, 1333, 601]
classified-ad: ΟΡΓ. RECORD καταστήματα διὰ πώλησιν. Τηλ. 32-345. bbox=[1192, 425, 1378, 453]
classified-ad: ΖΗΤΕΙΤΑΙ φοιτητὴς διὰ μαθήματα. Τηλ. 76-565. bbox=[1192, 159, 1378, 186]
article-title: Ο ΔΙΑΓΩΝΙΣΜΟΣ ΔΙΑ ΤΟ ΥΔΡΑΓΩΓΕΙΟΝ ΤΗΣ ΠΑΡΑΛΙΑΣ bbox=[443, 487, 629, 517]
classified-ads bbox=[641, 110, 1180, 360]
article-title: ΣΥΛΛΟΓΟΣ ΑΠΟΦΟΙΤΩΝ ΤΟΥ ΚΟΛΛΕΓΙΟΥ «ΑΝΑΤΟΛΙΑ» bbox=[1393, 940, 1544, 984]
classified-ad: ΑΓΟΡΑΖΕΣΘΕ οἰκόπεδον εἰς Καλαμαριάν. Πληροφορίαι τηλ. 512-405. bbox=[641, 110, 814, 149]
tender-item: ΠΡΟΜΗΘΕΙΑ ΤΕΣΣΑΡΩΝ ΕΛΑΣΤΙΚΩΝ ΕΠΙΣΩΤΡΩΝ ΚΑΙ ΑΕΡΟΘΑΛΑΜΩΝ. Ὁ δήμαρχος προκηρύσσει πρόχειρον διαγωνισμὸν διὰ τὴν προμήθειαν. bbox=[641, 414, 814, 475]
classified-ad: ΠΑΝΤΑ ΝΕΟΝ: Προσφέρει τὴν ἐξυπηρέτησιν εἰς ὅλους. Τηλ. 22-612. bbox=[1192, 342, 1378, 370]
divider bbox=[984, 549, 1180, 550]
classified-ad: ΠΩΛΕΙΤΑΙ αὐτοκίνητον Volkswagen 1968, ἄριστον. Τηλ. 518-592. bbox=[824, 176, 998, 204]
article-title: ΟΙ κ.κ. ΠΙΣΙΩΤΗΣ ΚΑΙ ΜΑΡΘΗΣ ΤΑΚΤΙΚΟΙ ΚΑΘΗΓΗΤΑΙ ΤΗΣ ΟΔΟΝΤΙΑΤΡΙΚΗΣ bbox=[443, 26, 629, 71]
tender-item: ΠΡΟΜΗΘΕΙΑ ΕΝΟΣ ΚΑΛΛΙΕΡΓΗΤΟΥ. Ἡ Γεωργικὴ Σχολὴ προκηρύσσει μειοδοτικὸν διαγωνισμὸν. bbox=[824, 414, 998, 453]
doctor-listing: ΕΥΑΓ. ΓΝΩ. ΠΕΛΑΓΙΔΗΣ — Χειρουργὸς Ὀδοντίατρος bbox=[641, 641, 974, 654]
classified-ad: ΕΝΟΙΚΙΑΖΟΝΤΑΙ γραφεῖα ἐπὶ τῆς Τσιμισκῆ. Τηλ. 23-309. bbox=[1006, 249, 1180, 276]
column-2 bbox=[443, 20, 629, 2299]
tour-address: Πλατεία Ναυαρίνου 19. Τηλ. 74-509, 33-330 bbox=[1269, 1345, 1471, 1356]
article-body: ΑΘΗΝΑΙ, 18.— Προκηρύσσεται ὑπὸ τοῦ ὑπουργείου Δημοσίων Ἔργων διαγωνισμὸς διὰ τὴν κατασκευὴν τοῦ ὑδραγωγείου. bbox=[443, 521, 629, 566]
tenders-list bbox=[641, 414, 1180, 478]
classified-ad: ΕΝΟΙΚΙΑΖΕΤΑΙ εἰς τὴν Κάτω Τούμπα διαμέρισμα 2 δωματίων μετὰ θέρμανσης. Τηλ. 76-455. bbox=[641, 256, 814, 295]
classified-ad: ΖΗΤΕΙΤΑΙ μοδίστρα δι’ ἐργαστήριον. Τηλ. 27-612. bbox=[824, 300, 998, 327]
article-body: ΑΘΗΝΑΙ, 18.— Τὸ Ἵδρυμα Κρατικῶν Ὑποτροφιῶν ἀνακοινοῖ ὅτι θὰ χορηγηθοῦν τέσσαρες ὑποτροφίαι εἰς πτυχιούχους διὰ μελέτας εἰς τὴν Μονὴν τοῦ Σινᾶ. Οἱ ὑπότροφοι θὰ ἀσχοληθοῦν μὲ τὴν ἔρευναν καὶ καταγραφὴν τῶν χειρογράφων καὶ τῶν εἰκόνων τῆς Μονῆς. Αἱ αἰτήσεις τῶν ἐνδιαφερομένων μετὰ τῶν ἀπαραιτήτων δικαιολογητικῶν γίνονται δεκταὶ μέχρι τέλους τοῦ μηνὸς εἰς τὰ γραφεῖα τοῦ Ἱδρύματος. Διάρκεια τῆς ὑποτροφίας ὁρίζεται εἰς ἓν ἔτος μὲ δυνατότητα παρατάσεως. Ἡ ἐπιλογὴ θὰ γίνῃ ὑπὸ εἰδικῆς ἐπιτροπῆς. bbox=[20, 307, 431, 386]
article-title: ΠΛΗΡΩΣΙΣ ΔΥΟ ΚΕΝΩΝ ΟΡΓΑΝΙΚΩΝ ΘΕΣΕΩΝ ΕΙΣ ΤΟ ΓΕΝΙΚΟΝ ΝΟΣΟΚΟΜΕΙΟΝ ΒΕΡΟΙΑΣ bbox=[38, 776, 413, 812]
tour-item: 16-4 — Ἠπείρου - Ἰωαννίνων bbox=[990, 789, 1174, 802]
doctor-listing: ΛΑΜΠΡΟΣ ΠΟΛΙΤΗΣ — Παιδίατρος bbox=[641, 667, 974, 679]
classified-ad: ΠΩΛΕΙΤΑΙ διαμέρισμα 3 δωματίων εἰς Ἁγίαν Τριάδα. Τηλ. 815-236. bbox=[824, 244, 998, 272]
divider bbox=[20, 393, 431, 395]
column-4 bbox=[1192, 20, 1548, 2299]
doctor-listing: Ο ΔΗΜΗΤΡΙΟΣ ΓΙΑΝΝΑΚΙΝΟΣ — Καρδιολόγος, Τσιμισκῆ 50. Τηλ. 27-136 bbox=[641, 526, 974, 551]
article-body: ΑΘΗΝΑΙ, 18.— Ἐκ τοῦ ὑπουργείου συντονισμοῦ ἀνακοινοῦται ὅτι τὸ θέμα κατοικίας χαμηλοῦ κόστους θὰ ἀποτελέσῃ τὸ κύριον ἀντικείμενον τῆς περιφερειακῆς συναντήσεως. Εἰς τὰς ἐργασίας θὰ λάβουν μέρος ἐκπρόσωποι τῶν ἀρμοδίων ὑπηρεσιῶν, μηχανικοὶ καὶ ἀρχιτέκτονες, οἱ ὁποῖοι θὰ ἐξετάσουν τὰ προβλήματα στεγάσεως τῶν οἰκονομικῶς ἀσθενεστέρων τάξεων καὶ θὰ διατυπώσουν συγκεκριμένας προτάσεις. Τὸ πρόγραμμα προβλέπει τὴν ἀνέγερσιν πολυκατοικιῶν εἰς τὰς συνοικίας τῶν μεγάλων πόλεων, μὲ χρηματοδότησιν ἐκ μέρους τοῦ Δημοσίου καὶ τῶν τραπεζῶν. Κατὰ τὴν συνάντησιν θὰ ἀναπτυχθοῦν εἰσηγήσεις ἐπὶ τῶν μεθόδων κατασκευῆς καὶ τῆς χρησιμοποιήσεως ἐγχωρίων ὑλικῶν, ὥστε νὰ περιορισθῇ τὸ κόστος τῶν κατοικιῶν. Ἐπίσης θὰ ἐξετασθῇ τὸ ζήτημα τῶν δανείων πρὸς τοὺς δικαιούχους καὶ ὁ τρόπος ἀποπληρωμῆς των εἰς μακροχρονίους δόσεις. bbox=[20, 129, 431, 253]
tour-list bbox=[990, 776, 1174, 828]
article-title: ΜΕΤΟΝΟΜΑΣΙΑ ΚΟΙΝΟΤΗΤΟΣ ΚΙΛΚΙΣ bbox=[444, 660, 628, 690]
classified-ad: ΖΗΤΕΙΤΑΙ νέος διὰ γραφεῖον, στρατιωτικὰ τελειωμένα. Τηλ. 76-501. bbox=[824, 205, 998, 244]
tour-item: 3) Ρώμη - Φλωρεντία - Βενετία bbox=[1198, 1292, 1543, 1305]
article-body: Ἀνακοινοῦται, ὅτι λόγῳ τῶν ἀνακοινωθέντων ἀφορμὴ πειθαρχικῶν ἐκδικάσεων, θὰ συνεδριάσῃ τὸ πειθαρχικὸν συμβούλιον. bbox=[443, 789, 629, 834]
article-title: Η ΑΕΡΟΠΟΡΙΚΗ ΣΥΓΚΟΙΝΩΝΙΑ ΜΕ ΤΗΝ ΘΕΣΣΑΛΟΝΙΚΗΝ bbox=[1397, 516, 1539, 561]
column-3 bbox=[641, 20, 1180, 2299]
divider bbox=[1388, 163, 1548, 164]
article-body: ΑΘΗΝΑΙ, 18.— Ἀποφάσει τοῦ ὑπουργοῦ τῆς Παιδείας διωρίσθησαν ὡς βοηθοὶ καὶ παρασκευασταὶ εἰς τὰ ἐργαστήρια τοῦ Πανεπιστημίου Θεσσαλονίκης οἱ κάτωθι: εἰς τὴν Φυσικομαθηματικὴν Σχολήν, εἰς τὴν Ἰατρικὴν Σχολὴν καὶ εἰς τὴν Γεωπονικὴν καὶ Δασολογικὴν Σχολήν. Οἱ διορισθέντες θὰ ἀναλάβουν ὑπηρεσίαν ἀμέσως μετὰ τὴν δημοσίευσιν τῆς σχετικῆς πράξεως εἰς τὴν Ἐφημερίδα τῆς Κυβερνήσεως. bbox=[20, 705, 431, 761]
apartments-phone: Τηλέφ. 20-262 bbox=[504, 1296, 568, 1307]
tender-item: ΚΑΤΑΣΚΕΥΗ ΥΠΟΝΟΜΩΝ. Τὸ κοινοτικὸν συμβούλιον ἀνακοινοῖ διαγωνισμὸν διὰ τὴν κατασκευὴν ὑπονόμων. bbox=[824, 414, 1180, 478]
classified-ad: ΕΝΟΙΚΙΑΖΕΤΑΙ κατάστημα ἐπὶ τῆς Ἐγνατίας μετὰ ὑπογείου. Πληροφορίαι τηλ. 20-871. bbox=[824, 110, 998, 149]
ad-line: Βικτωρος Ουγκω 5 - Τηλ. 76.875 bbox=[472, 1382, 600, 1393]
box-body: Φέρεται εἰς γνῶσιν τοῦ ἐνδιαφερομένου κοινοῦ ὅτι τὴν Κυριακὴν 21ην Μαρτίου θὰ διακοπῇ ἡ παροχὴ ἠλεκτρικοῦ ρεύματος ὡς κάτωθι: 1) Ἀπὸ ὥρας 07.45 ἕως 11.15 εἰς τὰς περιοχὰς Βαρδαρίου, Ξηροκρήνης καὶ Νεαπόλεως. 2) Ἀπὸ ὥρας 07.30 ἕως 14.30 εἰς τὰς περιοχὰς Καλαμαριᾶς, Ἀρετσοῦς καὶ Χαριλάου. 3) Ἀπὸ ὥρας 08.00 ἕως 15.00 εἰς τὰς περιοχὰς Συκεῶν, Ἐπταπυργίου καὶ Ἄνω Πόλεως. 4) Ἀπὸ ὥρας 08.00 ἕως 16.00 εἰς τὰς περιοχὰς Τούμπας, Μαλακοπῆς καὶ Ἁγίας Τριάδος. 5) Ἀπὸ ὥρας 09.00 ἕως 17.00 εἰς τὰς περιοχὰς Πυλαίας, Πανοράματος καὶ Φοίνικος. Ἡ διακοπὴ ὀφείλεται εἰς ἐργασίας ἐπεκτάσεως καὶ βελτιώσεως τοῦ δικτύου διανομῆς. Κατὰ τὴν διάρκειαν τῶν ἐργασιῶν οἱ ἀγωγοὶ θεωροῦνται ὑπὸ τάσιν. bbox=[649, 794, 966, 918]
article-body: ΑΘΗΝΑΙ, 18.— Δι’ ἀποφάσεως τοῦ ὑπουργοῦ Παιδείας καθορίζεται ἡ διαδικασία κοστολογήσεως τῶν διδακτικῶν συγγραμμάτων τῶν Ἀνωτάτων Σχολῶν. bbox=[443, 311, 629, 367]
divider bbox=[20, 525, 431, 527]
classified-ad: ΠΩΛΕΙΤΑΙ σπίτι εἰς Ἐπταπύργιον, Παύλου Μελᾶ 11. Τηλ. 74-605. bbox=[641, 323, 814, 350]
classified-ad: ΦΟΙΤΗΤΑΙ δύνανται νὰ ἐργασθοῦν. Τηλ. 25-630. bbox=[1192, 481, 1378, 509]
classified-ad: ΖΗΤΕΙΤΑΙ ὑπάλληλος γνωρίζουσα δακτυλογραφίαν. Τηλ. 23-446. bbox=[824, 149, 998, 176]
article-title: ΟΜΙΛΙΑ ΠΕΡΙ ΤΗΣ ΔΑΣΟΛΟΓΙΚΗΣ ΕΠΙΣΤΗΜΗΣ ΕΙΣ ΤΗΝ ΣΥΝΕΣΤΙΑΣΙΝ ΤΩΝ ΡΟΤΑΡΙΑΝΩΝ bbox=[34, 402, 416, 436]
